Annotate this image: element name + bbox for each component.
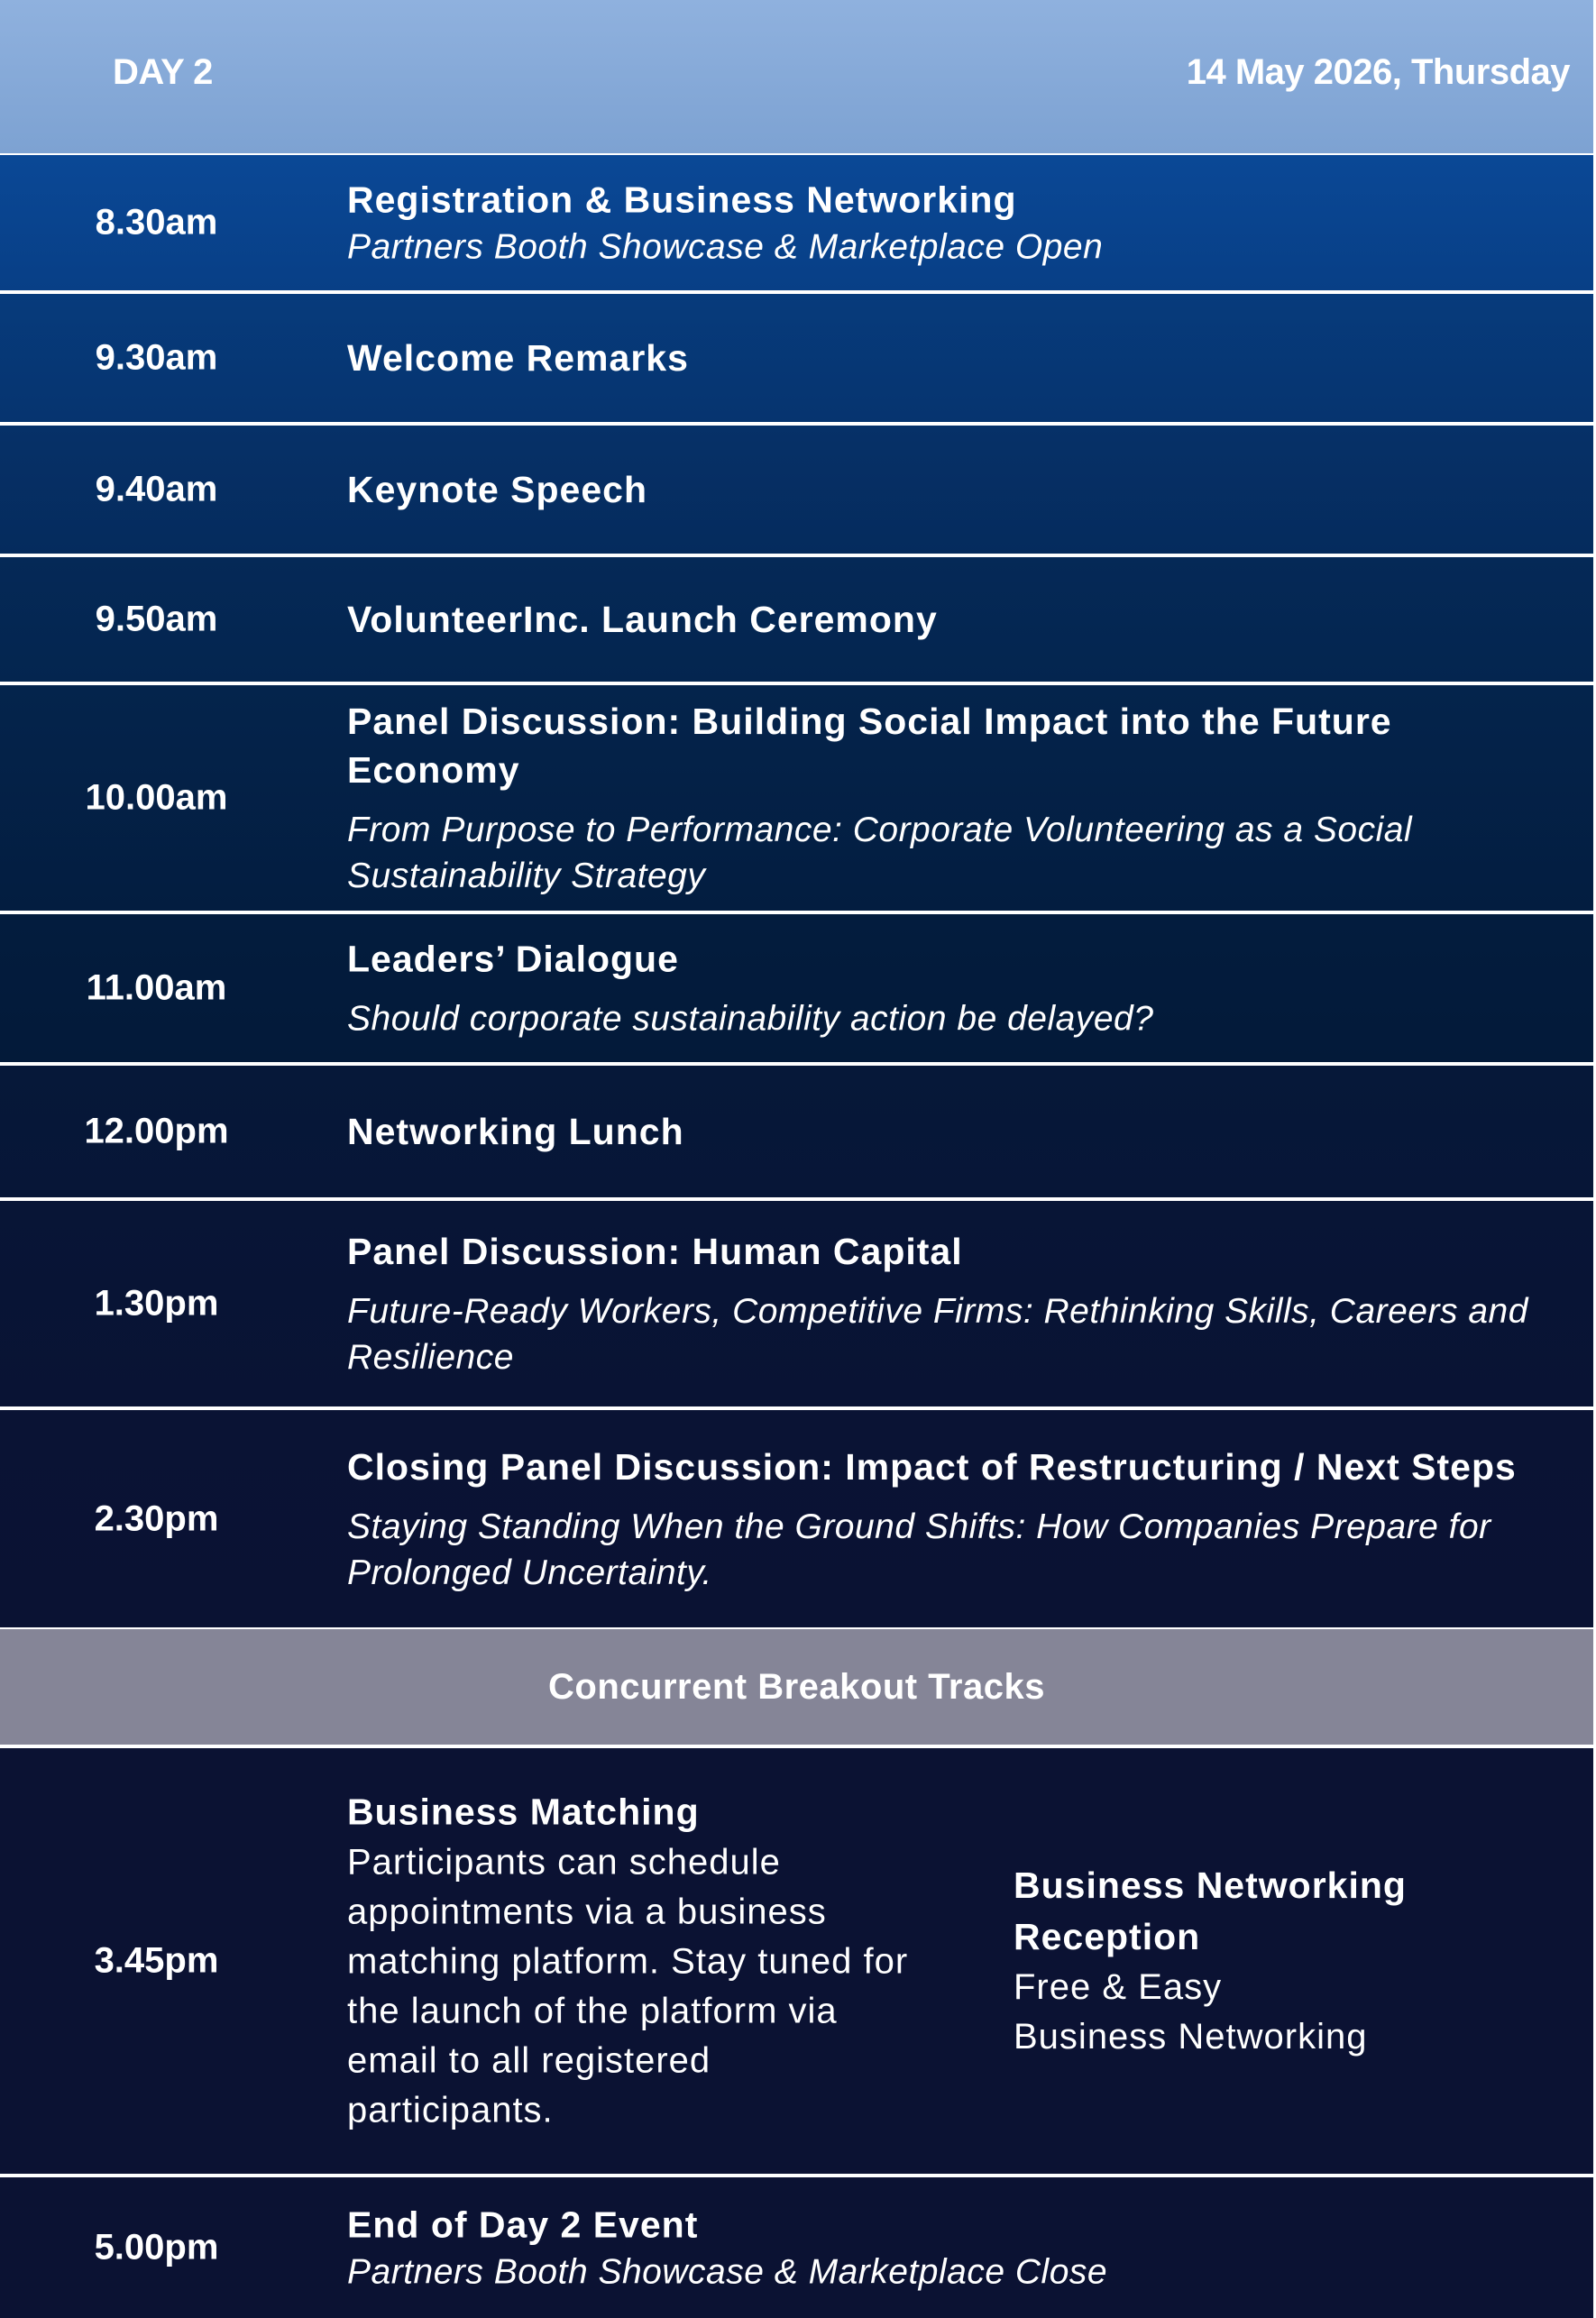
session-subtitle-line: Sustainability Strategy	[347, 857, 706, 895]
session-time: 9.40am	[95, 469, 218, 509]
session-title-line: Panel Discussion: Building Social Impact into the Future	[347, 701, 1392, 742]
breakout-track-networking-reception	[1014, 1860, 1518, 2062]
day-header	[0, 0, 1593, 153]
session-subtitle-line: From Purpose to Performance: Corporate Volunteering as a Social	[347, 811, 1413, 849]
session-row	[0, 1410, 1593, 1627]
session-time: 9.50am	[95, 599, 218, 639]
session-time: 5.00pm	[94, 2227, 219, 2268]
session-row	[0, 1066, 1593, 1197]
session-row	[0, 426, 1593, 554]
track-text-line: Participants can schedule	[347, 1842, 781, 1883]
session-title: Registration & Business Networking	[347, 179, 1017, 221]
session-title: VolunteerInc. Launch Ceremony	[347, 599, 938, 640]
session-title: Welcome Remarks	[347, 337, 689, 379]
track-text-line: matching platform. Stay tuned for	[347, 1941, 909, 1982]
session-subtitle-line: Future-Ready Workers, Competitive Firms: Rethinking Skills, Careers and	[347, 1292, 1528, 1331]
session-subtitle: Partners Booth Showcase & Marketplace Open	[347, 227, 1104, 267]
day-label: DAY 2	[113, 52, 213, 92]
track-text-line: appointments via a business	[347, 1892, 827, 1932]
breakout-heading: Concurrent Breakout Tracks	[0, 1629, 1593, 1745]
track-title-line: Business Networking	[1014, 1864, 1407, 1906]
breakout-track-business-matching	[347, 1787, 960, 2136]
session-title: End of Day 2 Event	[347, 2203, 699, 2246]
session-row	[0, 557, 1593, 682]
session-subtitle: Should corporate sustainability action be delayed?	[347, 999, 1154, 1039]
session-time: 8.30am	[95, 202, 218, 243]
session-title: Panel Discussion: Human Capital	[347, 1231, 963, 1272]
session-time: 2.30pm	[94, 1498, 219, 1538]
session-title: Closing Panel Discussion: Impact of Restructuring / Next Steps	[347, 1445, 1517, 1488]
session-title-line: Economy	[347, 749, 520, 791]
session-row	[0, 685, 1593, 911]
breakout-row	[0, 1748, 1593, 2174]
session-time: 11.00am	[86, 967, 227, 1008]
session-row	[0, 914, 1593, 1062]
session-row	[0, 2177, 1593, 2318]
session-time: 3.45pm	[94, 1940, 219, 1981]
session-title: Keynote Speech	[347, 469, 647, 510]
session-time: 10.00am	[85, 777, 228, 818]
session-title: Networking Lunch	[347, 1111, 684, 1152]
session-row	[0, 1201, 1593, 1406]
session-time: 1.30pm	[94, 1283, 219, 1324]
track-text-line: Free & Easy	[1014, 1967, 1223, 2007]
session-row	[0, 294, 1593, 422]
track-text-line: Business Networking	[1014, 2017, 1368, 2057]
session-subtitle-line: Resilience	[347, 1338, 514, 1377]
track-text-line: the launch of the platform via	[347, 1991, 838, 2031]
track-title: Business Matching	[347, 1791, 700, 1833]
session-subtitle-line: Prolonged Uncertainty.	[347, 1553, 712, 1592]
track-text-line: participants.	[347, 2090, 554, 2130]
session-subtitle: Partners Booth Showcase & Marketplace Close	[347, 2252, 1108, 2292]
track-text-line: email to all registered	[347, 2040, 711, 2081]
session-subtitle-line: Staying Standing When the Ground Shifts: How Companies Prepare for	[347, 1507, 1491, 1546]
track-title-line: Reception	[1014, 1916, 1201, 1957]
session-row	[0, 155, 1593, 290]
date-label: 14 May 2026, Thursday	[1186, 52, 1570, 92]
session-time: 12.00pm	[84, 1111, 229, 1151]
session-title: Leaders’ Dialogue	[347, 938, 679, 980]
session-time: 9.30am	[95, 337, 218, 378]
